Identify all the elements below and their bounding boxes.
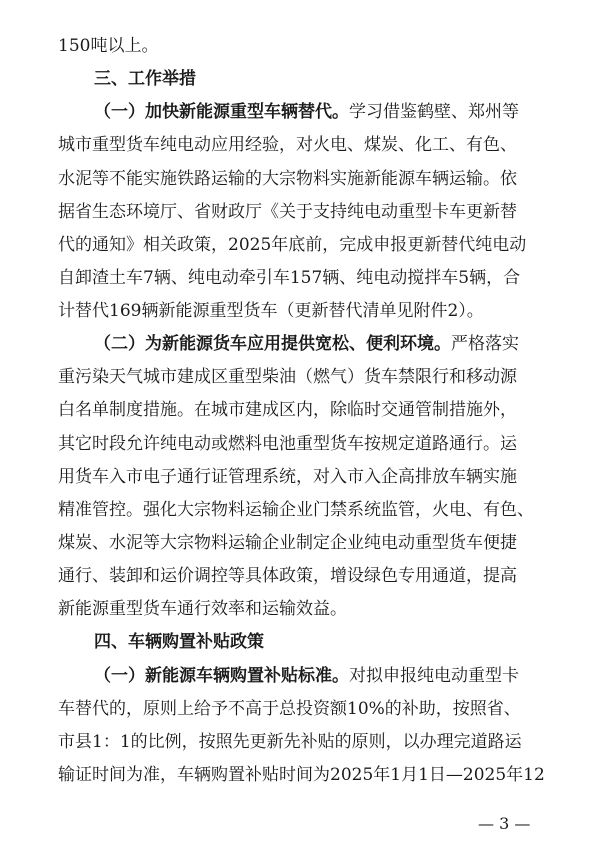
s3-item1-line-2: 城市重型货车纯电动应用经验，对火电、煤炭、化工、有色、 bbox=[58, 135, 517, 155]
s3-item1-line-3: 水泥等不能实施铁路运输的大宗物料实施新能源车辆运输。依 bbox=[58, 169, 517, 189]
s3-item1-line-6: 自卸渣土车7辆、纯电动牵引车157辆、纯电动搅拌车5辆，合 bbox=[58, 268, 521, 288]
s3-item2-text-1: 严格落实 bbox=[451, 334, 519, 354]
s3-item2-line-5: 用货车入市电子通行证管理系统，对入市入企高排放车辆实施 bbox=[58, 467, 517, 487]
s3-item2-line-1 bbox=[94, 329, 519, 359]
s3-item2-line-3: 白名单制度措施。在城市建成区内，除临时交通管制措施外， bbox=[58, 400, 517, 420]
s3-item1-line-4: 据省生态环境厅、省财政厅《关于支持纯电动重型卡车更新替 bbox=[58, 202, 517, 222]
s3-item1-title: （一）加快新能源重型车辆替代。 bbox=[94, 102, 349, 122]
s3-item2-title: （二）为新能源货车应用提供宽松、便利环境。 bbox=[94, 334, 451, 354]
s3-item2-line-9: 新能源重型货车通行效率和运输效益。 bbox=[58, 599, 347, 619]
s3-item2-line-7: 煤炭、水泥等大宗物料运输企业制定企业纯电动重型货车便捷 bbox=[58, 533, 517, 553]
s4-item1-line-2: 车替代的，原则上给予不高于总投资额10%的补助，按照省、 bbox=[58, 699, 521, 719]
s4-item1-line-4: 输证时间为准，车辆购置补贴时间为2025年1月1日—2025年12 bbox=[58, 765, 545, 785]
s3-item2-line-2: 重污染天气城市建成区重型柴油（燃气）货车禁限行和移动源 bbox=[58, 367, 517, 387]
s3-item2-line-8: 通行、装卸和运价调控等具体政策，增设绿色专用通道，提高 bbox=[58, 566, 517, 586]
s3-item1-line-7: 计替代169辆新能源重型货车（更新替代清单见附件2）。 bbox=[58, 301, 484, 321]
section4-heading: 四、车辆购置补贴政策 bbox=[94, 632, 264, 652]
s3-item2-line-6: 精准管控。强化大宗物料运输企业门禁系统监管，火电、有色、 bbox=[58, 500, 534, 520]
s4-item1-text-1: 对拟申报纯电动重型卡 bbox=[349, 666, 519, 686]
s4-item1-title: （一）新能源车辆购置补贴标准。 bbox=[94, 666, 349, 686]
s4-item1-line-1 bbox=[94, 661, 519, 691]
s3-item1-text-1: 学习借鉴鹤壁、郑州等 bbox=[349, 102, 519, 122]
section3-heading: 三、工作举措 bbox=[94, 69, 196, 89]
s3-item2-line-4: 其它时段允许纯电动或燃料电池重型货车按规定道路通行。运 bbox=[58, 434, 517, 454]
s3-item1-line-5: 代的通知》相关政策，2025年底前，完成申报更新替代纯电动 bbox=[58, 235, 527, 255]
page-number: — 3 — bbox=[478, 814, 531, 833]
intro-tail-line: 150吨以上。 bbox=[58, 36, 159, 56]
s4-item1-line-3: 市县1：1的比例，按照先更新先补贴的原则，以办理完道路运 bbox=[58, 732, 522, 752]
s3-item1-line-1 bbox=[94, 97, 519, 127]
